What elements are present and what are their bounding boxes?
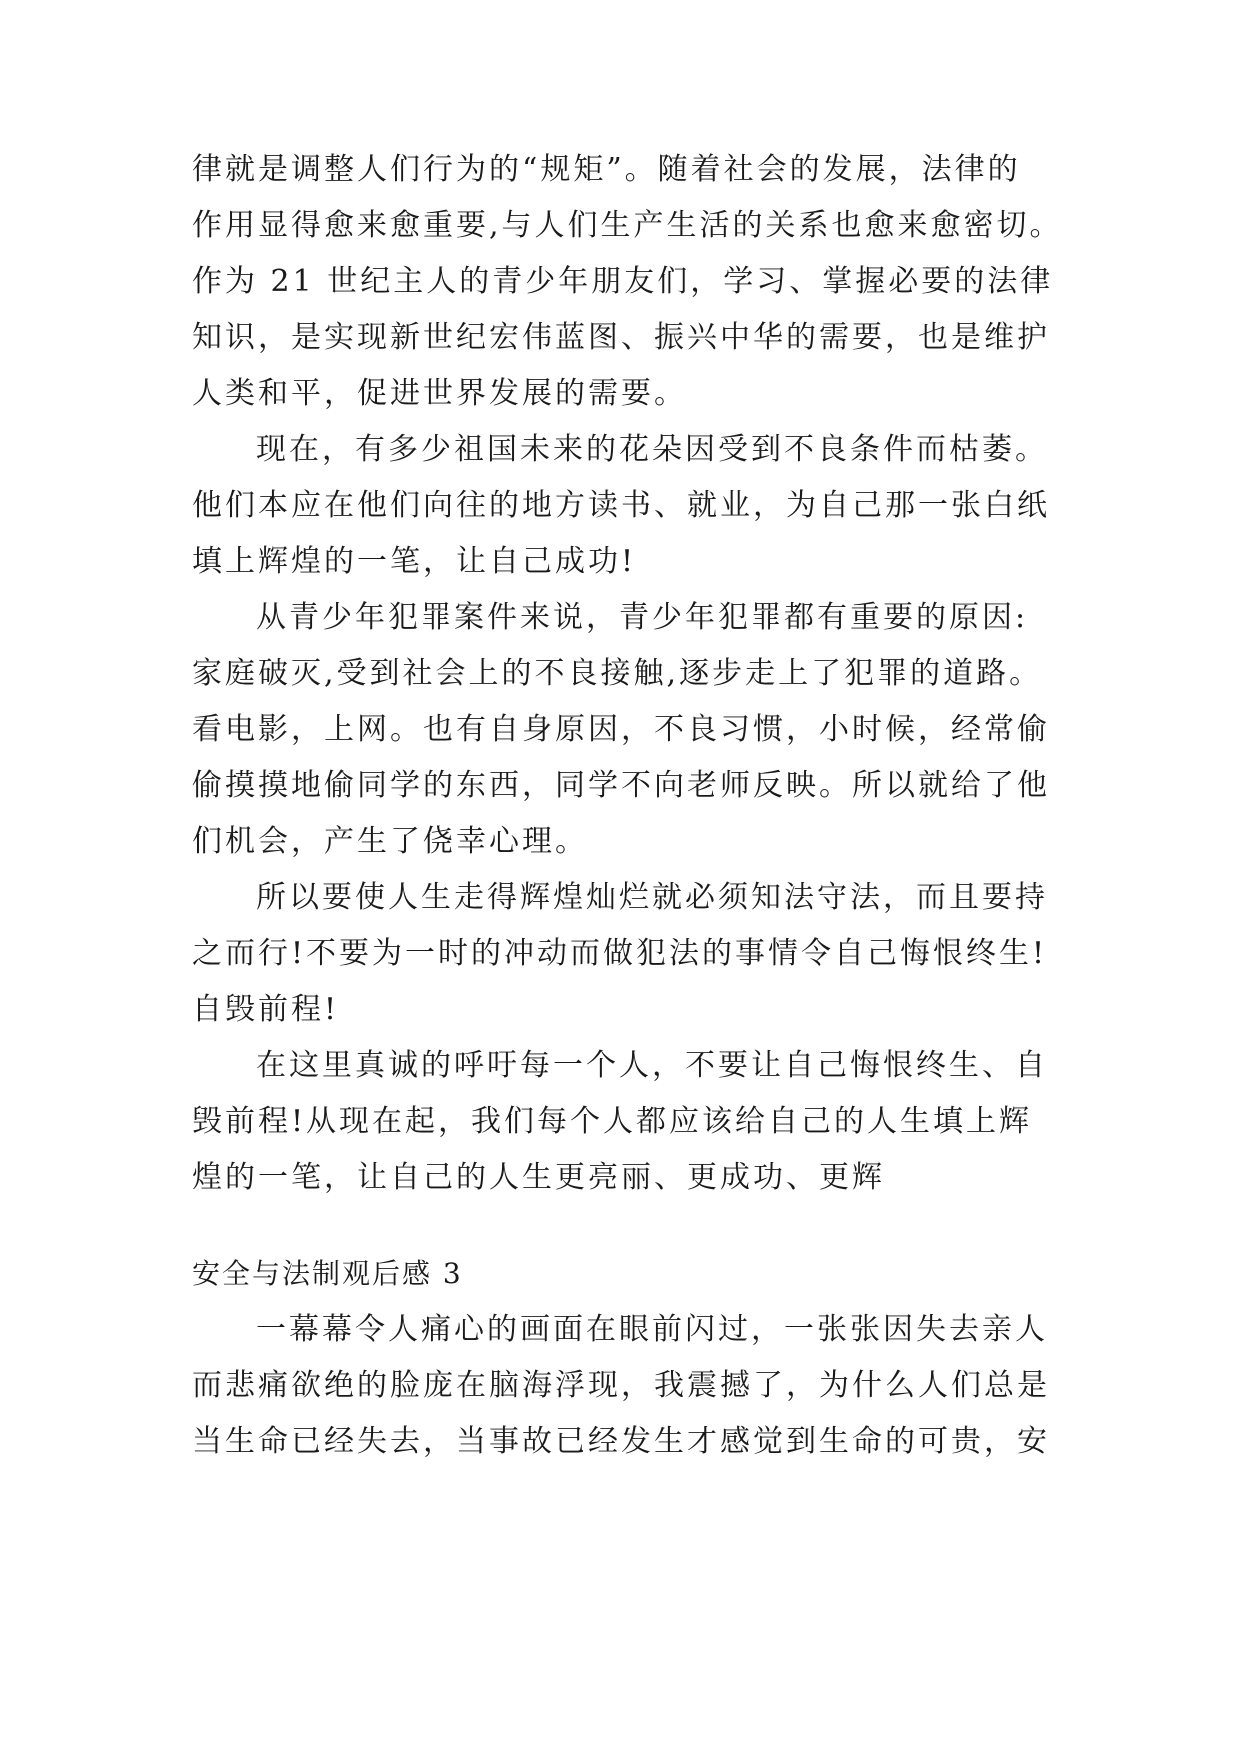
text-line: 填上辉煌的一笔，让自己成功!: [192, 544, 637, 579]
text-line: 自毁前程!: [192, 992, 340, 1027]
text-line: 之而行!不要为一时的冲动而做犯法的事情令自己悔恨终生!: [192, 936, 1048, 971]
text-line: 作用显得愈来愈重要,与人们生产生活的关系也愈来愈密切。: [192, 208, 1063, 243]
paragraph-start: 现在，有多少祖国未来的花朵因受到不良条件而枯萎。: [256, 432, 1048, 467]
text-line: 偷摸摸地偷同学的东西，同学不向老师反映。所以就给了他: [192, 768, 1050, 803]
text-line: 家庭破灭,受到社会上的不良接触,逐步走上了犯罪的道路。: [192, 656, 1043, 691]
text-line: 人类和平，促进世界发展的需要。: [192, 376, 687, 411]
text-line: 作为 21 世纪主人的青少年朋友们，学习、掌握必要的法律: [192, 264, 1054, 299]
text-line: 知识，是实现新世纪宏伟蓝图、振兴中华的需要，也是维护: [192, 320, 1050, 355]
text-line: 看电影，上网。也有自身原因，不良习惯，小时候，经常偷: [192, 712, 1050, 747]
text-line: 律就是调整人们行为的“规矩”。随着社会的发展，法律的: [192, 152, 1021, 187]
paragraph-start: 在这里真诚的呼吁每一个人，不要让自己悔恨终生、自: [256, 1048, 1048, 1083]
text-line: 们机会，产生了侥幸心理。: [192, 824, 588, 859]
paragraph-start: 从青少年犯罪案件来说，青少年犯罪都有重要的原因:: [256, 600, 1029, 635]
text-line: 煌的一笔，让自己的人生更亮丽、更成功、更辉: [192, 1160, 885, 1195]
text-line: 而悲痛欲绝的脸庞在脑海浮现，我震撼了，为什么人们总是: [192, 1368, 1050, 1403]
text-line: 他们本应在他们向往的地方读书、就业，为自己那一张白纸: [192, 488, 1050, 523]
text-line: 当生命已经失去，当事故已经发生才感觉到生命的可贵，安: [192, 1424, 1050, 1459]
paragraph-start: 一幕幕令人痛心的画面在眼前闪过，一张张因失去亲人: [256, 1312, 1048, 1347]
section-title: 安全与法制观后感 3: [192, 1257, 463, 1290]
text-line: 毁前程!从现在起，我们每个人都应该给自己的人生填上辉: [192, 1104, 1033, 1139]
paragraph-start: 所以要使人生走得辉煌灿烂就必须知法守法，而且要持: [256, 880, 1048, 915]
